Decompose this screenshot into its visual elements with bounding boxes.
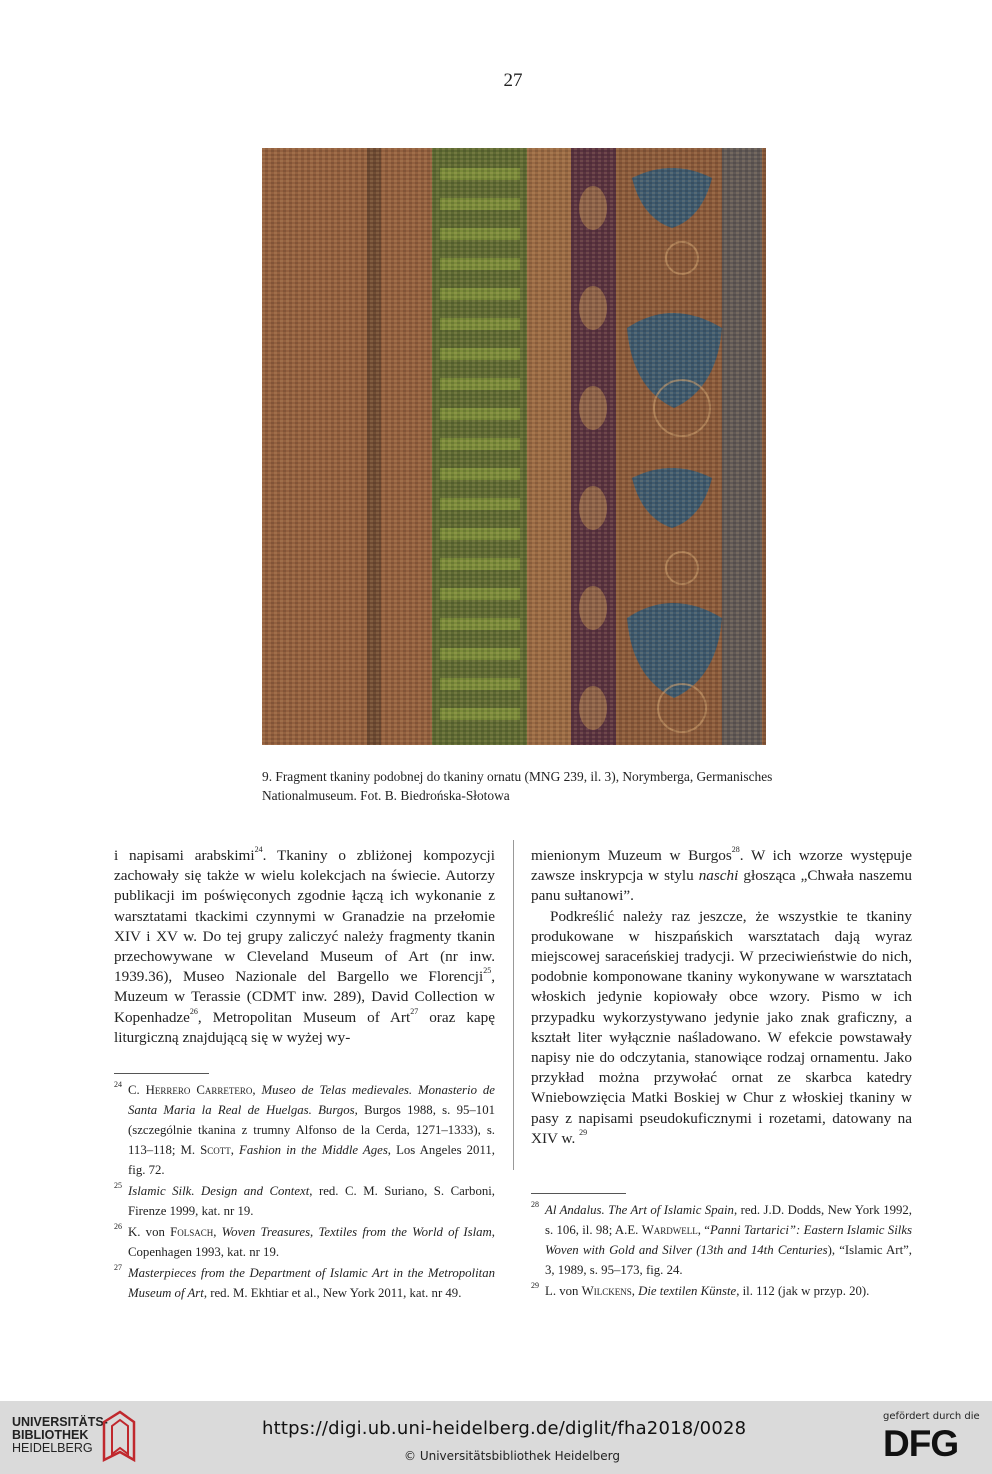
footnote-number: 29: [531, 1281, 539, 1290]
ub-logo-mark-icon: [100, 1408, 138, 1464]
footnote-rule: [114, 1073, 209, 1074]
figure-caption: 9. Fragment tkaniny podobnej do tkaniny ornatu (MNG 239, il. 3), Norymberga, Germanisches Nationalmuseum. Fot. B. Biedrońska-Słotowa: [262, 769, 773, 803]
footnotes-left: [114, 1080, 495, 1304]
footnote-number: 25: [114, 1181, 122, 1190]
dfg-logo[interactable]: DFG: [883, 1423, 959, 1464]
footnote-ref[interactable]: 27: [410, 1006, 419, 1016]
text-column-left: [114, 846, 495, 1048]
text-column-right: [531, 846, 912, 1149]
footnote-ref[interactable]: 25: [483, 966, 492, 976]
footnote-number: 26: [114, 1222, 122, 1231]
footnote-ref[interactable]: 26: [189, 1006, 198, 1016]
paragraph: mienionym Muzeum w Burgos$^{28}$. W ich wzorze występuje zawsze inskrypcja w stylu naschi głosząca „Chwała naszemu panu sułtanowi”.: [531, 845, 912, 905]
footnote-ref[interactable]: 24: [254, 845, 263, 854]
footnote-number: 28: [531, 1200, 539, 1209]
textile-photo: [262, 148, 766, 745]
paragraph: Podkreślić należy raz jeszcze, że wszystkie te tkaniny produkowane w hiszpańskich warsztatach dają wyraz miejscowej saraceńskiej tradycji. W przeciwieństwie do nich, podobnie komponowane tkaniny wykonywane w warsztatach włoskich jedynie kopiowały obce wzory. Pismo w ich przypadku wykorzystywano jedynie jako znak graficzny, a kształt liter wyłącznie naśladowano. W efekcie powstawały napisy nie do odczytania, stanowiące rodzaj ornamentu. Jako przykład można przywołać ornat ze skarbca katedry Wniebowzięcia Matki Boskiej w Chur z włoskiej tkaniny w pasy z napisami pseudokuficznymi i rozetami, datowany na XIV w. $^{29}$: [531, 907, 912, 1147]
footnote-number: 27: [114, 1263, 122, 1272]
funded-by-label: gefördert durch die: [883, 1411, 980, 1422]
permalink-url[interactable]: https://digi.ub.uni-heidelberg.de/diglit/fha2018/0028: [262, 1418, 747, 1439]
footnote: 27 Masterpieces from the Department of Islamic Art in the Metropolitan Museum of Art, red. M. Ekhtiar et al., New York 2011, kat. nr 49.: [114, 1263, 495, 1300]
ub-heidelberg-logo[interactable]: UNIVERSITÄTS- BIBLIOTHEK HEIDELBERG: [12, 1415, 108, 1455]
column-divider: [513, 840, 514, 1170]
page-number: 27: [503, 70, 523, 91]
footnote-number: 24: [114, 1080, 122, 1089]
textile-image: [262, 148, 766, 745]
footnote-rule: [531, 1193, 626, 1194]
footnote: 29 L. von Wilckens, Die textilen Künste, il. 112 (jak w przyp. 20).: [531, 1281, 870, 1298]
footnotes-right: [531, 1200, 912, 1302]
footnote: 24 C. Herrero Carretero, Museo de Telas medievales. Monasterio de Santa Maria la Real de Huelgas. Burgos, Burgos 1988, s. 95–101 (szczególnie tkanina z trumny Alfonso de la Cerda, 1271–1333), s. 113–118; M. Scott, Fashion in the Middle Ages, Los Angeles 2011, fig. 72.: [114, 1080, 496, 1177]
paragraph: i napisami arabskimi$^{24}$. Tkaniny o zbliżonej kompozycji zachowały się także w wielu kolekcjach na świecie. Autorzy publikacji im poświęconych zgodnie łączą ich wykonanie z warsztatami tkackimi czynnymi w Granadzie na przełomie XIV i XV w. Do tej grupy zaliczyć należy fragmenty tkanin przechowywane w Cleveland Museum of Art (nr inw. 1939.36), Museo Nazionale del Bargello we Florencji$^{25}$, Muzeum w Terassie (CDMT inw. 289), David Collection w Kopenhadze$^{26}$, Metropolitan Museum of Art$^{27}$ oraz kapę liturgiczną znajdującą się w wyżej wy-: [114, 845, 495, 1046]
footnote: 25 Islamic Silk. Design and Context, red. C. M. Suriano, S. Carboni, Firenze 1999, kat. nr 19.: [114, 1181, 495, 1218]
footnote-ref[interactable]: 28: [731, 845, 740, 854]
copyright-notice: © Universitätsbibliothek Heidelberg: [404, 1449, 621, 1463]
footnote: 28 Al Andalus. The Art of Islamic Spain, red. J.D. Dodds, New York 1992, s. 106, il. 98; A.E. Wardwell, “Panni Tartarici”: Eastern Islamic Silks Woven with Gold and Silver (13th and 14th Centuries), “Islamic Art”, 3, 1989, s. 95–173, fig. 24.: [531, 1200, 912, 1277]
footnote-ref[interactable]: 29: [579, 1127, 588, 1137]
footnote: 26 K. von Folsach, Woven Treasures, Textiles from the World of Islam, Copenhagen 1993, kat. nr 19.: [114, 1222, 495, 1259]
